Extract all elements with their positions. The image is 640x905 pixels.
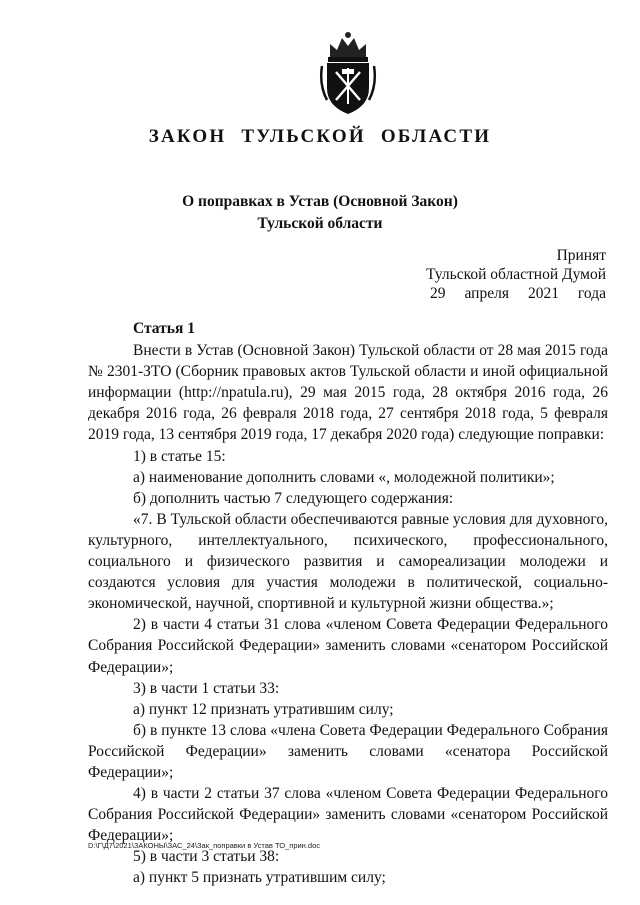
article-intro: Внести в Устав (Основной Закон) Тульской области от 28 мая 2015 года № 2301-ЗТО (Сборник правовых актов Тульской области и иной официальной информации (http://npatula.ru), 29 мая 2015 года, 28 октября 2016 года, 26 декабря 2016 года, 26 февраля 2018 года, 27 сентября 2018 года, 5 февраля 2019 года, 13 сентября 2019 года, 17 декабря 2020 года) следующие поправки:	[88, 342, 608, 444]
adopted-by: Тульской областной Думой	[426, 266, 606, 283]
file-path-footer: D:\Г\Д7\2021\ЗАКОНЫ\ЗАС_24\Зак_поправки в Устав ТО_прин.doc	[88, 841, 320, 850]
coat-of-arms-icon	[318, 30, 378, 116]
list-item: 1) в статье 15:	[133, 447, 226, 465]
adoption-month: апреля	[464, 285, 509, 302]
article-heading: Статья 1	[133, 320, 195, 337]
law-body	[88, 318, 608, 889]
law-title: ЗАКОН ТУЛЬСКОЙ ОБЛАСТИ	[148, 126, 492, 147]
list-item: «7. В Тульской области обеспечиваются равные условия для духовного, культурного, интеллектуального, психического, профессионального, социального и физического развития и самореализации молодежи и создаются условия для участия молодежи в политической, социально-экономической, научной, спортивной и культурной жизни общества.»;	[88, 510, 608, 613]
list-item: б) в пункте 13 слова «члена Совета Федерации Федерального Собрания Российской Федерации» заменить словами «сенатора Российской Федерации»;	[88, 721, 608, 781]
list-item: б) дополнить частью 7 следующего содержания:	[133, 489, 454, 507]
law-subtitle	[0, 191, 640, 235]
adoption-day: 29	[430, 285, 446, 302]
list-item: 3) в части 1 статьи 33:	[133, 679, 280, 697]
subtitle-line-1: О поправках в Устав (Основной Закон)	[182, 193, 458, 210]
list-item: а) пункт 5 признать утратившим силу;	[133, 869, 386, 887]
adopted-label: Принят	[556, 247, 606, 264]
list-item: 2) в части 4 статьи 31 слова «членом Совета Федерации Федерального Собрания Российской Федерации» заменить словами «сенатором Российской Федерации»;	[88, 616, 608, 676]
subtitle-line-2: Тульской области	[257, 215, 383, 232]
adoption-year: 2021	[527, 285, 559, 302]
list-item: 4) в части 2 статьи 37 слова «членом Совета Федерации Федерального Собрания Российской Федерации» заменить словами «сенатором Российской Федерации»;	[88, 785, 608, 845]
list-item: а) пункт 12 признать утратившим силу;	[133, 700, 394, 718]
list-item: 5) в части 3 статьи 38:	[133, 848, 280, 866]
adoption-block	[426, 246, 606, 303]
adoption-year-word: года	[577, 285, 606, 302]
list-item: а) наименование дополнить словами «, молодежной политики»;	[133, 468, 555, 486]
adoption-date	[430, 284, 606, 303]
